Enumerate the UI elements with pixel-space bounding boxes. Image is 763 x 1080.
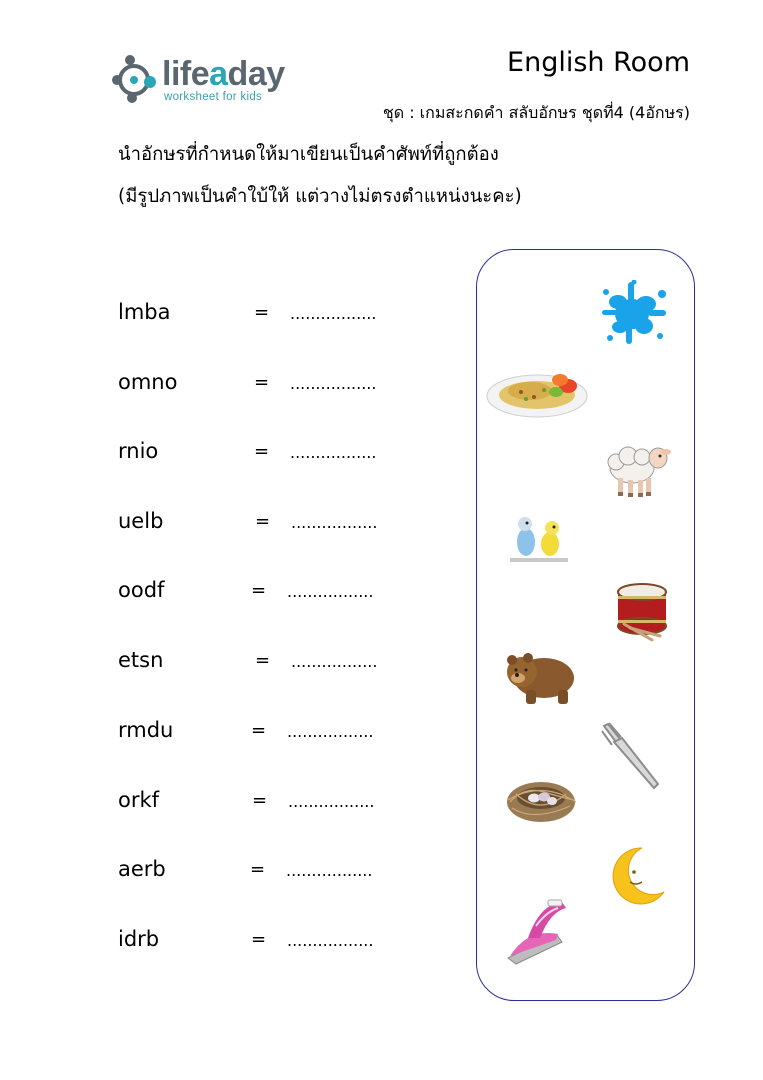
exercise-row <box>0 646 460 676</box>
lifeaday-logo <box>112 52 302 112</box>
exercise-row <box>0 855 460 885</box>
answer-blank[interactable]: ................. <box>287 582 374 601</box>
scrambled-word: lmba <box>118 300 171 324</box>
logo-word-a: a <box>209 55 228 93</box>
logo-wordmark <box>162 56 285 92</box>
equals-sign: = <box>252 790 268 811</box>
iron-icon <box>506 898 568 966</box>
answer-blank[interactable]: ................. <box>290 304 377 323</box>
scrambled-word: omno <box>118 370 178 394</box>
logo-word-day: day <box>227 55 285 93</box>
scrambled-word: etsn <box>118 648 164 672</box>
fork-icon <box>600 722 662 790</box>
answer-blank[interactable]: ................. <box>287 931 374 950</box>
logo-word-life: life <box>162 55 210 93</box>
exercise-row <box>0 716 460 746</box>
logo-tagline: worksheet for kids <box>164 91 263 103</box>
scrambled-word: idrb <box>118 927 160 951</box>
equals-sign: = <box>251 929 267 950</box>
exercise-row <box>0 786 460 816</box>
answer-blank[interactable]: ................. <box>290 443 377 462</box>
equals-sign: = <box>251 720 267 741</box>
lamb-icon <box>604 440 672 500</box>
instruction-line-2: (มีรูปภาพเป็นคำใบ้ให้ แต่วางไม่ตรงตำแหน่งนะคะ) <box>118 186 522 207</box>
scrambled-word: uelb <box>118 509 164 533</box>
equals-sign: = <box>254 372 270 393</box>
equals-sign: = <box>251 580 267 601</box>
exercise-row <box>0 368 460 398</box>
exercise-row <box>0 298 460 328</box>
equals-sign: = <box>254 441 270 462</box>
answer-blank[interactable]: ................. <box>290 374 377 393</box>
answer-blank[interactable]: ................. <box>288 792 375 811</box>
fried-rice-plate-icon <box>486 362 588 420</box>
birds-icon <box>508 512 572 564</box>
exercise-row <box>0 507 460 537</box>
answer-blank[interactable]: ................. <box>286 861 373 880</box>
drum-icon <box>612 578 674 642</box>
bear-icon <box>502 648 576 706</box>
worksheet-subtitle: ชุด : เกมสะกดคำ สลับอักษร ชุดที่4 (4อักษร) <box>382 103 690 122</box>
page-title: English Room <box>507 47 690 78</box>
scrambled-word: rnio <box>118 439 159 463</box>
answer-blank[interactable]: ................. <box>291 513 378 532</box>
exercise-row <box>0 925 460 955</box>
exercise-row <box>0 576 460 606</box>
equals-sign: = <box>250 859 266 880</box>
scrambled-word: orkf <box>118 788 160 812</box>
scrambled-word: aerb <box>118 857 166 881</box>
scrambled-word: oodf <box>118 578 165 602</box>
equals-sign: = <box>255 650 271 671</box>
nest-icon <box>504 772 578 830</box>
equals-sign: = <box>255 511 271 532</box>
answer-blank[interactable]: ................. <box>287 722 374 741</box>
instruction-line-1: นำอักษรที่กำหนดให้มาเขียนเป็นคำศัพท์ที่ถูกต้อง <box>118 144 499 165</box>
logo-molecule-icon <box>112 54 160 106</box>
equals-sign: = <box>254 302 270 323</box>
scrambled-word: rmdu <box>118 718 174 742</box>
blue-splash-icon <box>598 280 670 346</box>
exercise-row <box>0 437 460 467</box>
answer-blank[interactable]: ................. <box>291 652 378 671</box>
moon-icon <box>612 846 666 906</box>
